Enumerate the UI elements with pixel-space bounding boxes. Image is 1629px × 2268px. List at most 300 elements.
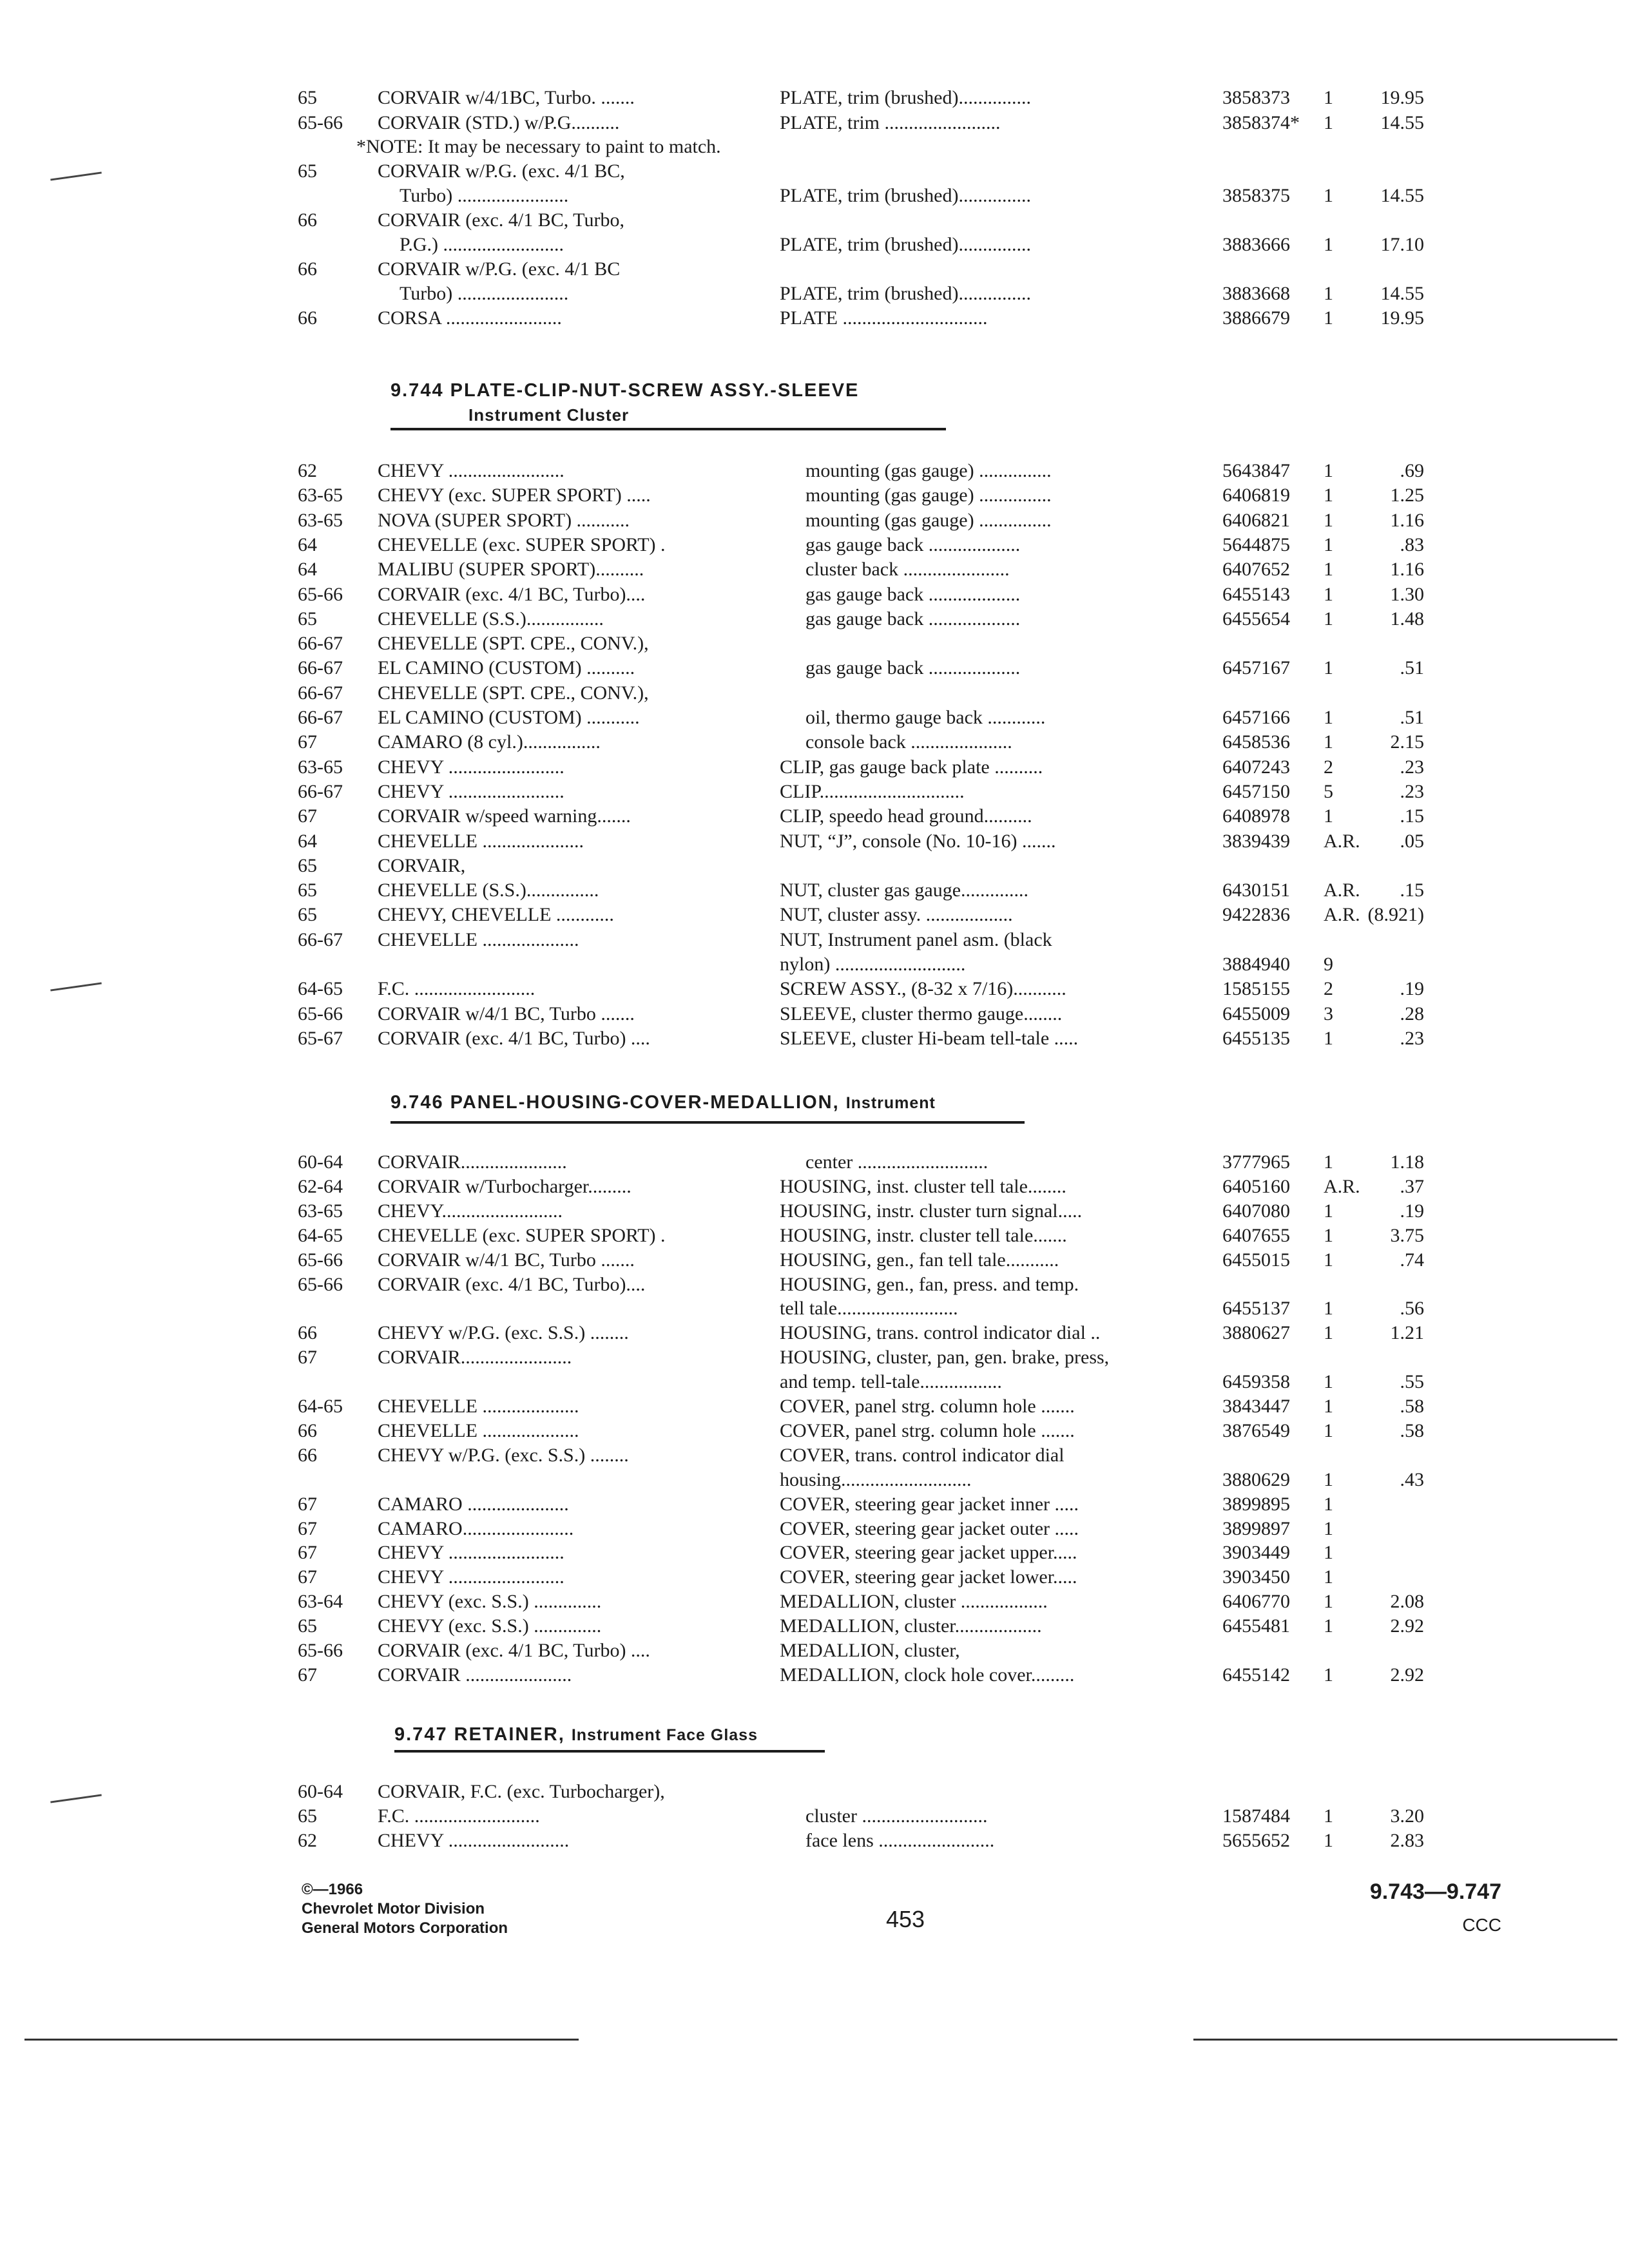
model-cell: CHEVY w/P.G. (exc. S.S.) ........ [378, 1445, 629, 1466]
model-cell: CHEVELLE (SPT. CPE., CONV.), [378, 633, 649, 654]
model-cell: CHEVY (exc. S.S.) .............. [378, 1615, 602, 1637]
copyright: ©—1966 [302, 1881, 363, 1898]
section-range [1347, 1875, 1501, 1942]
description-cell: oil, thermo gauge back ............ [805, 707, 1046, 728]
description-cell: NUT, cluster assy. .................. [780, 904, 1013, 925]
table-row [0, 1370, 1629, 1394]
part-number-cell: 6458536 [1222, 731, 1290, 753]
quantity-cell: 1 [1324, 1420, 1333, 1441]
part-number-cell: 1587484 [1222, 1805, 1290, 1827]
quantity-cell: 1 [1324, 1591, 1333, 1612]
description-cell: MEDALLION, cluster .................. [780, 1591, 1048, 1612]
section-rule [394, 1750, 825, 1753]
price-cell: 2.15 [1390, 731, 1424, 753]
table-row [0, 1614, 1629, 1639]
price-cell: .51 [1400, 707, 1424, 728]
year-cell: 65-66 [298, 584, 343, 605]
model-cell: CORVAIR (exc. 4/1 BC, Turbo) .... [378, 1028, 650, 1049]
quantity-cell: 1 [1324, 1225, 1333, 1246]
part-number-cell: 3903449 [1222, 1542, 1290, 1563]
model-cell: CAMARO ..................... [378, 1494, 569, 1515]
description-cell: HOUSING, cluster, pan, gen. brake, press, [780, 1347, 1110, 1368]
quantity-cell: 1 [1324, 707, 1333, 728]
part-number-cell: 6406770 [1222, 1591, 1290, 1612]
model-cell: CAMARO....................... [378, 1518, 574, 1539]
model-cell: CHEVELLE ..................... [378, 831, 584, 852]
model-cell: CORVAIR w/4/1 BC, Turbo ....... [378, 1249, 635, 1271]
description-cell: NUT, Instrument panel asm. (black [780, 929, 1052, 950]
description-cell: HOUSING, gen., fan tell tale........... [780, 1249, 1059, 1271]
model-cell: CHEVY (exc. S.S.) .............. [378, 1591, 602, 1612]
description-cell: mounting (gas gauge) ............... [805, 485, 1052, 506]
quantity-cell: 1 [1324, 1542, 1333, 1563]
part-number-cell: 6455142 [1222, 1664, 1290, 1686]
table-row [0, 1345, 1629, 1370]
year-cell: 65 [298, 904, 317, 925]
price-cell: 1.18 [1390, 1151, 1424, 1173]
description-cell: MEDALLION, cluster.................. [780, 1615, 1042, 1637]
section-title: 9.744 PLATE-CLIP-NUT-SCREW ASSY.-SLEEVE [390, 380, 860, 401]
price-cell: 1.48 [1390, 608, 1424, 629]
model-cell: Turbo) ....................... [400, 283, 569, 304]
table-row [0, 582, 1629, 607]
table-row [0, 829, 1629, 854]
part-number-cell: 6457150 [1222, 781, 1290, 802]
table-row [0, 306, 1629, 331]
model-cell: CHEVY ........................ [378, 460, 564, 481]
model-cell: CORVAIR, [378, 855, 466, 876]
model-cell: CHEVELLE (S.S.)............... [378, 879, 599, 901]
part-number-cell: 6459358 [1222, 1371, 1290, 1392]
description-cell: HOUSING, instr. cluster turn signal..... [780, 1200, 1083, 1222]
part-number-cell: 3876549 [1222, 1420, 1290, 1441]
table-row [0, 1026, 1629, 1051]
table-row [0, 533, 1629, 557]
table-row [0, 755, 1629, 780]
part-number-cell: 6455143 [1222, 584, 1290, 605]
quantity-cell: 1 [1324, 1249, 1333, 1271]
model-cell: CHEVELLE .................... [378, 1420, 579, 1441]
year-cell: 66-67 [298, 781, 343, 802]
model-cell: EL CAMINO (CUSTOM) .......... [378, 657, 635, 678]
year-cell: 64 [298, 559, 317, 580]
model-cell: CAMARO (8 cyl.)................ [378, 731, 601, 753]
description-cell: gas gauge back ................... [805, 657, 1021, 678]
model-cell: CORVAIR w/4/1BC, Turbo. ....... [378, 87, 635, 108]
table-row [0, 1565, 1629, 1590]
note-row [0, 135, 1629, 159]
part-number-cell: 3880629 [1222, 1469, 1290, 1490]
part-number-cell: 3883668 [1222, 283, 1290, 304]
section-title-text: 9.747 RETAINER, [394, 1724, 565, 1745]
price-cell: .51 [1400, 657, 1424, 678]
year-cell: 65-66 [298, 1249, 343, 1271]
year-cell: 66 [298, 1322, 317, 1343]
description-cell: SLEEVE, cluster Hi-beam tell-tale ..... [780, 1028, 1079, 1049]
description-cell: PLATE, trim (brushed)............... [780, 185, 1031, 206]
year-cell: 65 [298, 1615, 317, 1637]
year-cell: 63-65 [298, 485, 343, 506]
description-cell: nylon) ........................... [780, 954, 966, 975]
quantity-cell: 3 [1324, 1003, 1333, 1024]
table-row [0, 878, 1629, 903]
price-cell: 1.16 [1390, 559, 1424, 580]
part-number-cell: 5644875 [1222, 534, 1290, 555]
table-row [0, 1002, 1629, 1026]
year-cell: 65-66 [298, 1640, 343, 1661]
table-row [0, 903, 1629, 927]
table-row [0, 557, 1629, 582]
part-number-cell: 6407080 [1222, 1200, 1290, 1222]
section-title-text: 9.746 PANEL-HOUSING-COVER-MEDALLION, [390, 1092, 840, 1113]
price-cell: 14.55 [1380, 185, 1424, 206]
model-cell: CORVAIR w/Turbocharger......... [378, 1176, 631, 1197]
price-cell: .15 [1400, 879, 1424, 901]
year-cell: 63-65 [298, 510, 343, 531]
part-number-cell: 6405160 [1222, 1176, 1290, 1197]
price-cell: 2.92 [1390, 1615, 1424, 1637]
model-cell: CHEVY w/P.G. (exc. S.S.) ........ [378, 1322, 629, 1343]
model-cell: CORVAIR....................... [378, 1347, 572, 1368]
year-cell: 66 [298, 1420, 317, 1441]
table-row [0, 508, 1629, 533]
quantity-cell: 1 [1324, 185, 1333, 206]
section-title-suffix: Instrument [845, 1094, 936, 1112]
quantity-cell: 1 [1324, 534, 1333, 555]
quantity-cell: 1 [1324, 1151, 1333, 1173]
quantity-cell: 1 [1324, 1298, 1333, 1319]
quantity-cell: A.R. [1324, 1176, 1360, 1197]
table-row [0, 282, 1629, 306]
description-cell: CLIP, gas gauge back plate .......... [780, 756, 1043, 778]
table-row [0, 159, 1629, 184]
year-cell: 60-64 [298, 1151, 343, 1173]
price-cell: 19.95 [1380, 87, 1424, 108]
table-row [0, 706, 1629, 730]
description-cell: gas gauge back ................... [805, 534, 1021, 555]
quantity-cell: 1 [1324, 608, 1333, 629]
model-cell: CHEVY ........................ [378, 1542, 564, 1563]
price-cell: 14.55 [1380, 283, 1424, 304]
quantity-cell: 1 [1324, 1518, 1333, 1539]
quantity-cell: 2 [1324, 978, 1333, 999]
year-cell: 65 [298, 855, 317, 876]
model-cell: CORSA ........................ [378, 307, 562, 329]
description-cell: SLEEVE, cluster thermo gauge........ [780, 1003, 1063, 1024]
table-row [0, 1443, 1629, 1468]
table-row [0, 952, 1629, 977]
year-cell: 66-67 [298, 929, 343, 950]
page-number: 453 [886, 1906, 925, 1932]
publisher-info [302, 1880, 508, 1938]
quantity-cell: 1 [1324, 584, 1333, 605]
price-cell: .05 [1400, 831, 1424, 852]
table-row [0, 233, 1629, 257]
part-number-cell: 3858374* [1222, 112, 1300, 133]
description-cell: COVER, panel strg. column hole ....... [780, 1396, 1075, 1417]
price-cell: .43 [1400, 1469, 1424, 1490]
description-cell: mounting (gas gauge) ............... [805, 460, 1052, 481]
part-number-cell: 5643847 [1222, 460, 1290, 481]
note-text: *NOTE: It may be necessary to paint to match. [356, 136, 721, 157]
section-title [390, 1092, 936, 1113]
quantity-cell: 1 [1324, 234, 1333, 255]
year-cell: 64-65 [298, 1396, 343, 1417]
year-cell: 65-66 [298, 112, 343, 133]
description-cell: COVER, trans. control indicator dial [780, 1445, 1065, 1466]
table-row [0, 780, 1629, 804]
description-cell: MEDALLION, cluster, [780, 1640, 960, 1661]
table-row [0, 1224, 1629, 1248]
price-cell: .23 [1400, 1028, 1424, 1049]
price-cell: .83 [1400, 534, 1424, 555]
year-cell: 64-65 [298, 1225, 343, 1246]
quantity-cell: 1 [1324, 1615, 1333, 1637]
table-row [0, 184, 1629, 208]
quantity-cell: 1 [1324, 460, 1333, 481]
table-row [0, 1517, 1629, 1541]
description-cell: HOUSING, trans. control indicator dial .. [780, 1322, 1101, 1343]
quantity-cell: 1 [1324, 1494, 1333, 1515]
description-cell: HOUSING, inst. cluster tell tale........ [780, 1176, 1066, 1197]
price-cell: .28 [1400, 1003, 1424, 1024]
quantity-cell: 5 [1324, 781, 1333, 802]
table-row [0, 1590, 1629, 1614]
table-row [0, 1296, 1629, 1321]
year-cell: 63-65 [298, 756, 343, 778]
price-cell: 2.08 [1390, 1591, 1424, 1612]
description-cell: PLATE, trim (brushed)............... [780, 283, 1031, 304]
year-cell: 67 [298, 1518, 317, 1539]
table-row [0, 977, 1629, 1001]
quantity-cell: 1 [1324, 731, 1333, 753]
description-cell: tell tale......................... [780, 1298, 958, 1319]
description-cell: COVER, steering gear jacket inner ..... [780, 1494, 1079, 1515]
price-cell: 2.83 [1390, 1830, 1424, 1851]
section-rule [390, 428, 946, 430]
year-cell: 67 [298, 1542, 317, 1563]
division-name: Chevrolet Motor Division [302, 1900, 485, 1917]
table-row [0, 208, 1629, 233]
part-number-cell: 3884940 [1222, 954, 1290, 975]
year-cell: 64-65 [298, 978, 343, 999]
model-cell: CORVAIR, F.C. (exc. Turbocharger), [378, 1781, 665, 1802]
table-row [0, 854, 1629, 878]
part-number-cell: 6408978 [1222, 805, 1290, 827]
price-cell: .58 [1400, 1396, 1424, 1417]
part-number-cell: 3843447 [1222, 1396, 1290, 1417]
catalog-code: CCC [1462, 1915, 1501, 1935]
price-cell: .69 [1400, 460, 1424, 481]
description-cell: CLIP, speedo head ground.......... [780, 805, 1032, 827]
description-cell: HOUSING, instr. cluster tell tale....... [780, 1225, 1067, 1246]
description-cell: housing........................... [780, 1469, 972, 1490]
model-cell: CORVAIR (exc. 4/1 BC, Turbo).... [378, 584, 646, 605]
price-cell: 1.30 [1390, 584, 1424, 605]
year-cell: 63-64 [298, 1591, 343, 1612]
model-cell: CHEVY, CHEVELLE ............ [378, 904, 614, 925]
section-title [394, 1724, 758, 1745]
price-cell: .19 [1400, 978, 1424, 999]
description-cell: NUT, cluster gas gauge.............. [780, 879, 1029, 901]
year-cell: 65 [298, 160, 317, 182]
table-row [0, 1639, 1629, 1663]
description-cell: mounting (gas gauge) ............... [805, 510, 1052, 531]
year-cell: 64 [298, 534, 317, 555]
section-title-suffix: Instrument Face Glass [571, 1726, 758, 1744]
table-row [0, 459, 1629, 483]
corporation-name: General Motors Corporation [302, 1919, 508, 1937]
table-row [0, 1394, 1629, 1419]
table-row [0, 631, 1629, 656]
part-number-cell: 6407655 [1222, 1225, 1290, 1246]
quantity-cell: 1 [1324, 87, 1333, 108]
model-cell: CHEVELLE (exc. SUPER SPORT) . [378, 534, 666, 555]
year-cell: 66 [298, 307, 317, 329]
description-cell: MEDALLION, clock hole cover......... [780, 1664, 1075, 1686]
year-cell: 62 [298, 1830, 317, 1851]
description-cell: and temp. tell-tale................. [780, 1371, 1002, 1392]
year-cell: 66-67 [298, 682, 343, 704]
quantity-cell: 1 [1324, 1200, 1333, 1222]
table-row [0, 1468, 1629, 1492]
model-cell: CORVAIR w/P.G. (exc. 4/1 BC [378, 258, 621, 280]
table-row [0, 1248, 1629, 1273]
year-cell: 66 [298, 209, 317, 231]
table-row [0, 1273, 1629, 1297]
year-cell: 64 [298, 831, 317, 852]
year-cell: 66-67 [298, 707, 343, 728]
model-cell: CHEVY ........................ [378, 781, 564, 802]
model-cell: CORVAIR w/P.G. (exc. 4/1 BC, [378, 160, 625, 182]
year-cell: 65 [298, 1805, 317, 1827]
description-cell: NUT, “J”, console (No. 10-16) ....... [780, 831, 1056, 852]
year-cell: 67 [298, 731, 317, 753]
description-cell: PLATE, trim (brushed)............... [780, 234, 1031, 255]
part-number-cell: 3777965 [1222, 1151, 1290, 1173]
price-cell: 3.20 [1390, 1805, 1424, 1827]
year-cell: 65-67 [298, 1028, 343, 1049]
part-number-cell: 6455015 [1222, 1249, 1290, 1271]
table-row [0, 681, 1629, 706]
year-cell: 66 [298, 1445, 317, 1466]
part-number-cell: 3883666 [1222, 234, 1290, 255]
quantity-cell: 1 [1324, 805, 1333, 827]
quantity-cell: 1 [1324, 1566, 1333, 1588]
year-cell: 65-66 [298, 1274, 343, 1295]
description-cell: CLIP.............................. [780, 781, 965, 802]
part-number-cell: 3903450 [1222, 1566, 1290, 1588]
table-row [0, 1541, 1629, 1565]
price-cell: 2.92 [1390, 1664, 1424, 1686]
price-cell: .58 [1400, 1420, 1424, 1441]
year-cell: 65 [298, 879, 317, 901]
description-cell: face lens ........................ [805, 1830, 995, 1851]
part-number-cell: 3886679 [1222, 307, 1290, 329]
part-number-cell: 3899897 [1222, 1518, 1290, 1539]
table-row [0, 1492, 1629, 1517]
model-cell: CHEVY......................... [378, 1200, 563, 1222]
table-row [0, 656, 1629, 680]
model-cell: MALIBU (SUPER SPORT).......... [378, 559, 644, 580]
section-subtitle: Instrument Cluster [468, 405, 630, 425]
description-cell: HOUSING, gen., fan, press. and temp. [780, 1274, 1079, 1295]
quantity-cell: 1 [1324, 283, 1333, 304]
model-cell: CHEVY (exc. SUPER SPORT) ..... [378, 485, 651, 506]
part-number-cell: 6407243 [1222, 756, 1290, 778]
year-cell: 67 [298, 1664, 317, 1686]
part-number-cell: 6455137 [1222, 1298, 1290, 1319]
quantity-cell: 1 [1324, 657, 1333, 678]
price-cell: (8.921) [1367, 904, 1424, 925]
part-number-cell: 3899895 [1222, 1494, 1290, 1515]
part-number-cell: 6406821 [1222, 510, 1290, 531]
price-cell: 3.75 [1390, 1225, 1424, 1246]
year-cell: 62-64 [298, 1176, 343, 1197]
table-row [0, 1419, 1629, 1443]
part-number-cell: 6407652 [1222, 559, 1290, 580]
model-cell: CHEVELLE .................... [378, 1396, 579, 1417]
description-cell: COVER, steering gear jacket lower..... [780, 1566, 1077, 1588]
price-cell: .15 [1400, 805, 1424, 827]
part-number-cell: 3839439 [1222, 831, 1290, 852]
model-cell: CHEVY ........................ [378, 1566, 564, 1588]
table-row [0, 1321, 1629, 1345]
part-number-cell: 6455135 [1222, 1028, 1290, 1049]
page-bottom-rule [24, 2039, 579, 2041]
model-cell: CORVAIR w/speed warning....... [378, 805, 631, 827]
description-cell: PLATE, trim (brushed)............... [780, 87, 1031, 108]
price-cell: 1.25 [1390, 485, 1424, 506]
model-cell: NOVA (SUPER SPORT) ........... [378, 510, 630, 531]
description-cell: center ........................... [805, 1151, 988, 1173]
year-cell: 66-67 [298, 657, 343, 678]
table-row [0, 1150, 1629, 1175]
price-cell: .55 [1400, 1371, 1424, 1392]
year-cell: 66 [298, 258, 317, 280]
table-row [0, 804, 1629, 829]
table-row [0, 928, 1629, 952]
table-row [0, 730, 1629, 754]
table-row [0, 1780, 1629, 1804]
price-cell: 19.95 [1380, 307, 1424, 329]
quantity-cell: 1 [1324, 112, 1333, 133]
model-cell: Turbo) ....................... [400, 185, 569, 206]
quantity-cell: A.R. [1324, 879, 1360, 901]
description-cell: SCREW ASSY., (8-32 x 7/16)........... [780, 978, 1066, 999]
price-cell: 1.16 [1390, 510, 1424, 531]
part-number-cell: 1585155 [1222, 978, 1290, 999]
price-cell: 17.10 [1380, 234, 1424, 255]
part-number-cell: 6457167 [1222, 657, 1290, 678]
part-number-cell: 6455654 [1222, 608, 1290, 629]
table-row [0, 1199, 1629, 1224]
model-cell: CORVAIR (STD.) w/P.G.......... [378, 112, 620, 133]
description-cell: COVER, panel strg. column hole ....... [780, 1420, 1075, 1441]
quantity-cell: 2 [1324, 756, 1333, 778]
model-cell: CHEVELLE (S.S.)................ [378, 608, 604, 629]
part-number-cell: 3880627 [1222, 1322, 1290, 1343]
quantity-cell: 1 [1324, 1028, 1333, 1049]
model-cell: CHEVELLE (exc. SUPER SPORT) . [378, 1225, 666, 1246]
model-cell: CHEVY ........................ [378, 756, 564, 778]
table-row [0, 1829, 1629, 1853]
year-cell: 65 [298, 87, 317, 108]
price-cell: .37 [1400, 1176, 1424, 1197]
table-row [0, 1663, 1629, 1687]
model-cell: CHEVELLE (SPT. CPE., CONV.), [378, 682, 649, 704]
model-cell: CORVAIR (exc. 4/1 BC, Turbo) .... [378, 1640, 650, 1661]
